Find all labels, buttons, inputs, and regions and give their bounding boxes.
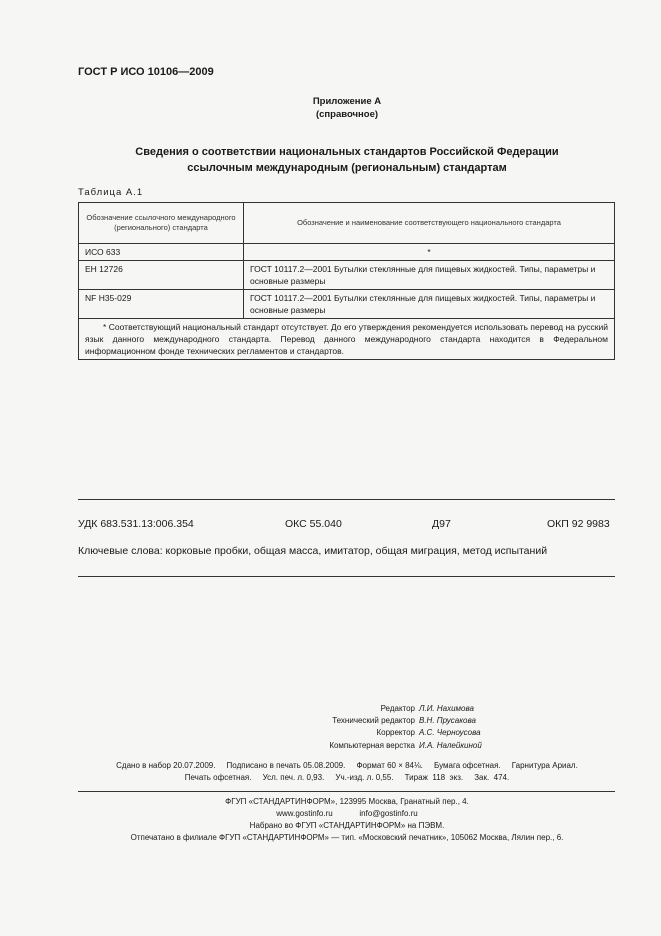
publisher-line2	[78, 808, 616, 821]
publisher-line1: ФГУП «СТАНДАРТИНФОРМ», 123995 Москва, Гранатный пер., 4.	[225, 797, 469, 806]
udk-code: УДК 683.531.13:006.354	[78, 518, 194, 530]
okp-code: ОКП 92 9983	[547, 518, 610, 530]
credit-tech-editor: Технический редактор В.Н. Прусакова	[332, 716, 476, 726]
col1-header: Обозначение ссылочного международного (регионального) стандарта	[79, 203, 244, 244]
national-cell: ГОСТ 10117.2—2001 Бутылки стеклянные для пищевых жидкостей. Типы, параметры и основные размеры	[244, 261, 615, 290]
section-title-line2: ссылочным международным (региональным) стандартам	[187, 162, 507, 174]
table-row	[79, 244, 615, 261]
table-footnote-row	[79, 319, 615, 360]
document-header: ГОСТ Р ИСО 10106—2009	[78, 66, 214, 78]
print-info-line2: Печать офсетная. Усл. печ. л. 0,93. Уч.-изд. л. 0,55. Тираж 118 экз. Зак. 474.	[184, 773, 510, 782]
credits	[215, 703, 485, 752]
email-link[interactable]: info@gostinfo.ru	[359, 809, 418, 818]
d-code: Д97	[432, 518, 451, 530]
publisher-line3: Набрано во ФГУП «СТАНДАРТИНФОРМ» на ПЭВМ.	[249, 821, 445, 830]
col2-header: Обозначение и наименование соответствующего национального стандарта	[244, 203, 615, 244]
correspondence-table	[78, 202, 615, 360]
section-title-line1: Сведения о соответствии национальных стандартов Российской Федерации	[135, 146, 559, 158]
credit-proofreader: Корректор А.С. Черноусова	[376, 728, 481, 738]
table-footnote: * Соответствующий национальный стандарт отсутствует. До его утверждения рекомендуется использовать перевод на русский язык данного международного стандарта. Перевод данного международного стандарта находится в Федеральном информационном фонде технических регламентов и стандартов.	[85, 322, 608, 356]
appendix-subtitle: (справочное)	[315, 109, 379, 120]
table-label: Таблица А.1	[78, 187, 144, 198]
national-cell: ГОСТ 10117.2—2001 Бутылки стеклянные для пищевых жидкостей. Типы, параметры и основные размеры	[244, 290, 615, 319]
divider-print	[78, 791, 615, 792]
keywords: Ключевые слова: корковые пробки, общая масса, имитатор, общая миграция, метод испытаний	[78, 545, 548, 557]
appendix-title: Приложение А	[312, 96, 382, 107]
table-header-row	[79, 203, 615, 244]
publisher-line4: Отпечатано в филиале ФГУП «СТАНДАРТИНФОРМ» — тип. «Московский печатник», 105062 Москва, Лялин пер., 6.	[130, 833, 564, 842]
divider-top	[78, 499, 615, 500]
divider-bottom	[78, 576, 615, 577]
table-row	[79, 290, 615, 319]
table-row	[79, 261, 615, 290]
ref-cell: NF H35-029	[79, 290, 244, 319]
ref-cell: ИСО 633	[79, 244, 244, 261]
oks-code: ОКС 55.040	[285, 518, 342, 530]
website-link[interactable]: www.gostinfo.ru	[276, 809, 333, 818]
ref-cell: ЕН 12726	[79, 261, 244, 290]
credit-layout: Компьютерная верстка И.А. Налейкиной	[329, 740, 482, 750]
national-cell: *	[244, 244, 615, 261]
section-title	[78, 144, 616, 176]
print-info-line1: Сдано в набор 20.07.2009. Подписано в печать 05.08.2009. Формат 60 × 84⅛. Бумага офсетная. Гарнитура Ариал.	[116, 761, 578, 770]
appendix-heading	[78, 95, 616, 121]
credit-editor: Редактор Л.И. Нахимова	[380, 704, 474, 713]
